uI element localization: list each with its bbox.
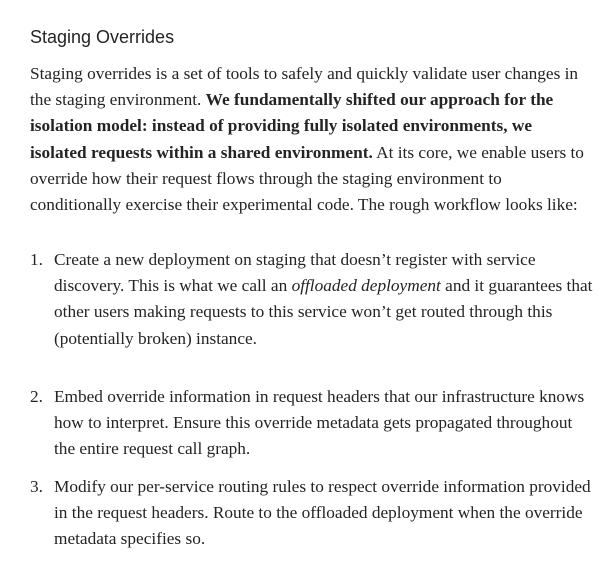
- step-text: Modify our per-service routing rules to respect override information provided in the request headers. Route to the offloaded deployment when the override metadata specifies so.: [54, 477, 591, 549]
- step-number: 1.: [30, 250, 43, 269]
- step-text: Embed override information in request headers that our infrastructure knows how to interpret. Ensure this override metadata gets propagated throughout the entire request call graph.: [54, 387, 585, 459]
- step-text-before: Create a new deployment on staging that doesn’t register with service discovery. This is what we call an: [54, 250, 536, 296]
- step-text: [54, 247, 594, 352]
- step-text-emphasis: offloaded deployment: [291, 276, 441, 296]
- intro-tail-text: At its core, we enable users to override how their request flows through the staging environment to conditionally exercise their experimental code. The rough workflow looks like:: [30, 142, 584, 215]
- intro-bold-text: We fundamentally shifted our approach for the isolation model: instead of providing fully isolated environments, we isolated requests within a shared environment.: [30, 90, 554, 162]
- step-text-after: and it guarantees that other users making requests to this service won’t get routed through this (potentially broken) instance.: [54, 276, 593, 348]
- intro-lead-text: Staging overrides is a set of tools to safely and quickly validate user changes in the staging environment.: [30, 64, 579, 110]
- intro-paragraph: [30, 61, 590, 218]
- step-number: 2.: [30, 387, 43, 406]
- step-number: 3.: [30, 477, 43, 496]
- section-heading: Staging Overrides: [30, 27, 175, 47]
